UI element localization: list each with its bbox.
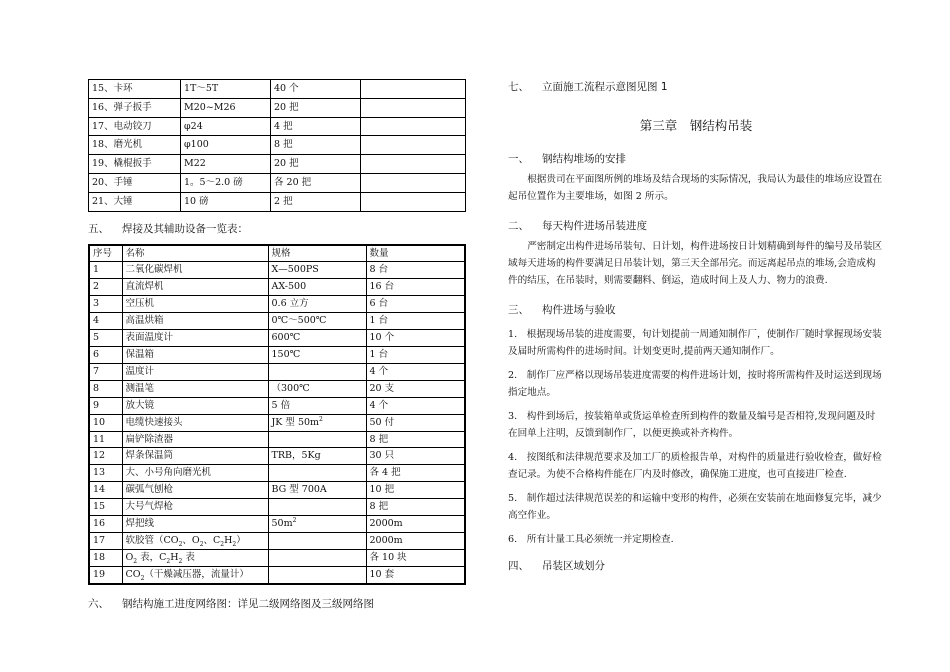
table-cell: 16: [89, 516, 122, 533]
table-row: [89, 516, 465, 533]
table-cell: JK 型 $50m^2$: [268, 414, 366, 431]
table-cell: [361, 98, 466, 117]
table-cell: 8 把: [366, 499, 465, 516]
table-cell: （300℃: [268, 380, 366, 397]
subscript: 2: [178, 540, 183, 548]
table-row: [89, 296, 465, 313]
section-6-heading: 六、 钢结构施工进度网络图：详见二级网络图及三级网络图: [88, 597, 374, 610]
table-row: [89, 347, 465, 364]
table-row: [89, 532, 465, 549]
table-cell: 8: [89, 380, 122, 397]
section-3-list: [508, 326, 884, 548]
table-cell: [268, 499, 366, 516]
table-cell: 30 只: [366, 448, 465, 465]
tools-table: [88, 79, 466, 212]
table-cell: 扁铲除渣器: [122, 431, 268, 448]
table-header-row: [89, 245, 465, 262]
table-row: [89, 549, 465, 566]
section-7-heading: 七、 立面施工流程示意图见图 1: [508, 81, 668, 93]
header-cell: 数量: [366, 245, 465, 262]
text-fragment: ）: [236, 534, 246, 546]
table-cell: [361, 155, 466, 174]
table-cell: 14: [89, 482, 122, 499]
table-cell: 20 把: [271, 98, 361, 117]
table-cell: 1 台: [366, 313, 465, 330]
table-cell: 8 台: [366, 262, 465, 279]
table-cell: 0℃～500℃: [268, 313, 366, 330]
table-cell: 21、大锤: [89, 192, 181, 211]
superscript: 2: [319, 415, 323, 423]
section-2-text: 严密制定出构件进场吊装旬、日计划，构件进场按日计划精确到每件的编号及吊装区域每天进场的构件要满足日吊装计划，第三天全部吊完。而远离起吊点的堆场,会造成构件的结压，在吊装时，则需要翻料、倒运，造成时间上及人力、物力的浪费.: [508, 241, 883, 286]
table-cell: 空压机: [122, 296, 268, 313]
header-cell: 规格: [268, 245, 366, 262]
section-1-text: 根据贵司在平面图所例的堆场及结合现场的实际情况，我局认为最佳的堆场应设置在起吊位置作为主要堆场，如图 2 所示。: [508, 174, 883, 202]
section-5-heading: 五、 焊接及其辅助设备一览表：: [88, 222, 248, 235]
table-row: [89, 173, 466, 192]
table-cell: 电缆快速接头: [122, 414, 268, 431]
table-row: [89, 363, 465, 380]
table-cell: 6: [89, 347, 122, 364]
left-column: [88, 79, 466, 619]
table-cell: 10 套: [366, 566, 465, 583]
table-cell: 600℃: [268, 330, 366, 347]
table-cell: 18、磨光机: [89, 136, 181, 155]
table-cell: 15: [89, 499, 122, 516]
text-fragment: （干燥减压器，流量计）: [144, 568, 249, 580]
table-cell: 4 把: [271, 117, 361, 136]
table-cell: 碳弧气刨枪: [122, 482, 268, 499]
table-cell: 高温烘箱: [122, 313, 268, 330]
table-cell: 8 把: [366, 431, 465, 448]
table-cell: 19、橇棍扳手: [89, 155, 181, 174]
subscript: 2: [178, 557, 183, 565]
section-1-heading: 一、 钢结构堆场的安排: [508, 153, 626, 165]
table-cell: 16 台: [366, 279, 465, 296]
table-cell: BG 型 700A: [268, 482, 366, 499]
section-3-heading: 三、 构件进场与验收: [508, 304, 616, 316]
table-cell: 6 台: [366, 296, 465, 313]
table-cell: 20 支: [366, 380, 465, 397]
table-cell: 软胶管（$CO_2$、$O_2$、$C_2H_2$）: [122, 532, 268, 549]
table-cell: 2: [89, 279, 122, 296]
table-cell: M20~M26: [181, 98, 271, 117]
table-cell: 直流焊机: [122, 279, 268, 296]
table-cell: 各 10 块: [366, 549, 465, 566]
table-cell: 50 付: [366, 414, 465, 431]
text-fragment: 、O: [182, 534, 200, 546]
table-cell: TRB，5Kg: [268, 448, 366, 465]
table-cell: $CO_2$（干燥减压器，流量计）: [122, 566, 268, 583]
table-cell: 焊把线: [122, 516, 268, 533]
list-item: 6. 所有计量工具必须统一并定期检查.: [508, 534, 674, 545]
table-cell: 8 把: [271, 136, 361, 155]
table-row: [89, 499, 465, 516]
table-cell: 表面温度计: [122, 330, 268, 347]
table-cell: [268, 465, 366, 482]
table-cell: 0.6 立方: [268, 296, 366, 313]
table-cell: φ100: [181, 136, 271, 155]
table-row: [89, 566, 465, 583]
table-row: [89, 448, 465, 465]
table-cell: 16、弹子扳手: [89, 98, 181, 117]
table-cell: 5 倍: [268, 397, 366, 414]
table-cell: [361, 136, 466, 155]
table-cell: 10 个: [366, 330, 465, 347]
header-cell: 序号: [89, 245, 122, 262]
table-cell: 保温箱: [122, 347, 268, 364]
table-cell: $50m^2$: [268, 516, 366, 533]
table-row: [89, 279, 465, 296]
table-cell: 15、卡环: [89, 80, 181, 99]
welding-equipment-table: [88, 244, 466, 585]
table-cell: 10 磅: [181, 192, 271, 211]
text-fragment: 表，C: [137, 551, 167, 563]
table-row: [89, 117, 466, 136]
table-cell: 2000m: [366, 516, 465, 533]
subscript: 2: [220, 540, 225, 548]
text-fragment: 表: [182, 551, 195, 563]
table-cell: 放大镜: [122, 397, 268, 414]
table-cell: 40 个: [271, 80, 361, 99]
table-row: [89, 262, 465, 279]
list-item: 4. 按图纸和法律规范要求及加工厂的质检报告单，对构件的质量进行验收检查，做好检查记录。为使不合格构件能在厂内及时修改，确保施工进度，也可直接进厂检查.: [508, 452, 882, 480]
text-fragment: H: [170, 551, 179, 563]
chapter-title: 第三章 钢结构吊装: [639, 118, 753, 133]
header-cell: 名称: [122, 245, 268, 262]
right-column: [508, 79, 884, 573]
table-cell: 20 把: [271, 155, 361, 174]
table-cell: 1: [89, 262, 122, 279]
table-cell: 10 把: [366, 482, 465, 499]
table-cell: M22: [181, 155, 271, 174]
table-cell: φ24: [181, 117, 271, 136]
table-cell: 2000m: [366, 532, 465, 549]
list-item: 2. 制作厂应严格以现场吊装进度需要的构件进场计划，按时将所需构件及时运送到现场指定地点。: [508, 370, 882, 398]
table-row: [89, 380, 465, 397]
table-cell: 各 4 把: [366, 465, 465, 482]
table-cell: 9: [89, 397, 122, 414]
table-row: [89, 192, 466, 211]
table-cell: 12: [89, 448, 122, 465]
table-cell: 7: [89, 363, 122, 380]
table-row: [89, 330, 465, 347]
table-row: [89, 482, 465, 499]
table-cell: 18: [89, 549, 122, 566]
table-cell: $O_2$ 表，$C_2H_2$ 表: [122, 549, 268, 566]
table-cell: 4: [89, 313, 122, 330]
table-cell: 测温笔: [122, 380, 268, 397]
table-cell: [361, 80, 466, 99]
table-cell: [268, 549, 366, 566]
table-cell: 1 台: [366, 347, 465, 364]
table-row: [89, 80, 466, 99]
subscript: 2: [133, 557, 138, 565]
table-cell: 20、手锤: [89, 173, 181, 192]
list-item: 1. 根据现场吊装的进度需要，旬计划提前一周通知制作厂，使制作厂随时掌握现场安装及届时所需构件的进场时间。计划变更时,提前两天通知制作厂。: [508, 329, 882, 357]
table-cell: 温度计: [122, 363, 268, 380]
table-cell: 大、小号角向磨光机: [122, 465, 268, 482]
table-cell: 11: [89, 431, 122, 448]
table-cell: 17: [89, 532, 122, 549]
section-4-heading: 四、 吊装区域划分: [508, 560, 605, 572]
table-cell: 1T～5T: [181, 80, 271, 99]
table-row: [89, 414, 465, 431]
superscript: 2: [292, 516, 297, 524]
table-cell: [361, 192, 466, 211]
subscript: 2: [140, 574, 145, 582]
text-fragment: H: [224, 534, 233, 546]
table-cell: [361, 173, 466, 192]
text-fragment: 、C: [203, 534, 221, 546]
table-row: [89, 313, 465, 330]
table-row: [89, 98, 466, 117]
section-2-heading: 二、 每天构件进场吊装进度: [508, 220, 647, 232]
table-cell: 3: [89, 296, 122, 313]
subscript: 2: [199, 540, 204, 548]
subscript: 2: [232, 540, 237, 548]
table-row: [89, 397, 465, 414]
table-cell: [361, 117, 466, 136]
table-cell: 2 把: [271, 192, 361, 211]
table-row: [89, 431, 465, 448]
table-cell: 4 个: [366, 363, 465, 380]
table-cell: [268, 566, 366, 583]
table-cell: 17、电动铰刀: [89, 117, 181, 136]
table-cell: 大号气焊枪: [122, 499, 268, 516]
table-cell: [268, 363, 366, 380]
table-cell: 5: [89, 330, 122, 347]
table-cell: 10: [89, 414, 122, 431]
table-row: [89, 465, 465, 482]
table-cell: AX-500: [268, 279, 366, 296]
table-cell: X—500PS: [268, 262, 366, 279]
subscript: 2: [166, 557, 171, 565]
table-cell: 13: [89, 465, 122, 482]
table-cell: 1。5～2.0 磅: [181, 173, 271, 192]
table-cell: 19: [89, 566, 122, 583]
list-item: 5. 制作超过法律规范误差的和运输中变形的构件，必须在安装前在地面修复完毕，减少高空作业。: [508, 493, 882, 521]
table-cell: 焊条保温筒: [122, 448, 268, 465]
table-cell: 各 20 把: [271, 173, 361, 192]
table-cell: 150℃: [268, 347, 366, 364]
table-row: [89, 155, 466, 174]
table-cell: [268, 532, 366, 549]
table-cell: [268, 431, 366, 448]
table-cell: 二氧化碳焊机: [122, 262, 268, 279]
table-cell: 4 个: [366, 397, 465, 414]
list-item: 3. 构件到场后，按装箱单或货运单检查所到构件的数量及编号是否相符,发现问题及时在回单上注明，反馈到制作厂，以便更换或补齐构件。: [508, 411, 876, 439]
table-row: [89, 136, 466, 155]
